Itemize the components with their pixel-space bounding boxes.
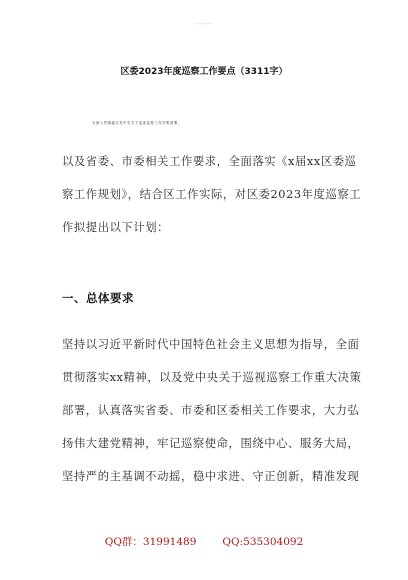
body-line-2: 贯彻落实xx精神，以及党中央关于巡视巡察工作重大决策 <box>62 371 362 384</box>
body-line-1: 坚持以习近平新时代中国特色社会主义思想为指导，全面 <box>62 338 360 351</box>
document-title: 区委2023年度巡察工作要点（3311字） <box>120 67 288 77</box>
section-heading: 一、总体要求 <box>62 291 134 305</box>
intro-line-4: 作拟提出以下计划： <box>62 221 170 234</box>
intro-line-2: 以及省委、市委相关工作要求，全面落实《x届xx区委巡 <box>62 155 357 168</box>
footer-qq: QQ:535304092 <box>222 536 304 548</box>
footer-qq-group: QQ群：31991489 <box>104 536 197 548</box>
body-line-3: 部署，认真落实省委、市委和区委相关工作要求，大力弘 <box>62 404 360 417</box>
footer-contact <box>0 534 408 549</box>
body-line-4: 扬伟大建党精神，牢记巡察使命，围绕中心、服务大局， <box>62 437 360 450</box>
intro-line-1: 为深入贯彻落实党中央关于巡视巡察工作决策部署， <box>92 121 182 125</box>
intro-line-3: 察工作规划》，结合区工作实际，对区委2023年度巡察工 <box>62 188 362 201</box>
body-line-5: 坚持严的主基调不动摇，稳中求进、守正创新，精准发现 <box>62 470 360 483</box>
